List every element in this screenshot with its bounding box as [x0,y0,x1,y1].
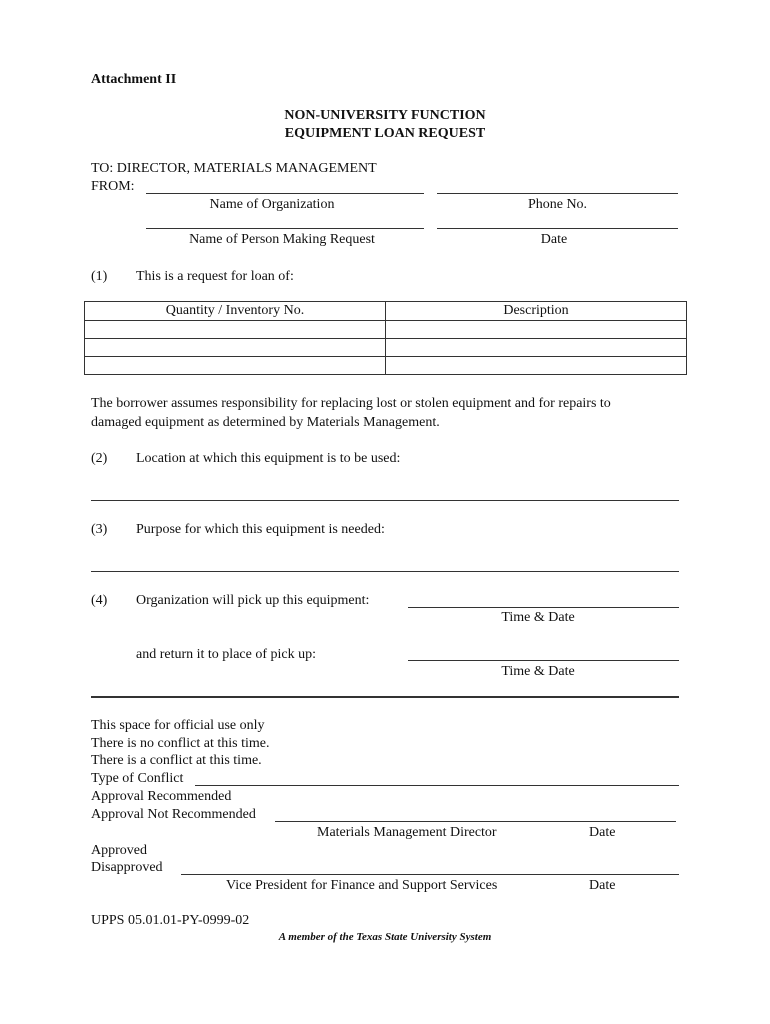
approved-label: Approved [91,843,147,858]
purpose-field[interactable] [91,571,679,572]
vp-signature-field[interactable] [181,874,679,875]
quantity-cell[interactable] [85,357,386,375]
official-use-heading: This space for official use only [91,718,265,733]
phone-field[interactable] [437,193,678,194]
location-field[interactable] [91,500,679,501]
description-cell[interactable] [386,357,687,375]
conflict-text: There is a conflict at this time. [91,753,262,768]
table-row [85,321,687,339]
table-row [85,339,687,357]
approval-recommended-label: Approval Recommended [91,789,232,804]
request-date-field[interactable] [437,228,678,229]
responsibility-line2: damaged equipment as determined by Materials Management. [91,415,440,430]
form-title-line2: EQUIPMENT LOAN REQUEST [284,126,486,141]
attachment-label: Attachment II [91,72,177,87]
return-text: and return it to place of pick up: [136,647,316,662]
type-of-conflict-label: Type of Conflict [91,771,184,786]
section3-text: Purpose for which this equipment is needed: [136,522,385,537]
section1-number: (1) [91,269,108,284]
section1-text: This is a request for loan of: [136,269,294,284]
quantity-cell[interactable] [85,321,386,339]
return-time-date-field[interactable] [408,660,679,661]
vp-date-label: Date [589,878,616,893]
mm-director-date-label: Date [589,825,616,840]
table-row [85,357,687,375]
request-date-label: Date [540,232,568,247]
form-code: UPPS 05.01.01-PY-0999-02 [91,913,250,928]
to-line: TO: DIRECTOR, MATERIALS MANAGEMENT [91,161,377,176]
section4-number: (4) [91,593,108,608]
form-title-line1: NON-UNIVERSITY FUNCTION [284,108,486,123]
disapproved-label: Disapproved [91,860,163,875]
table-header-row [85,302,687,321]
responsibility-line1: The borrower assumes responsibility for replacing lost or stolen equipment and for repairs to [91,396,611,411]
description-cell[interactable] [386,339,687,357]
person-name-field[interactable] [146,228,424,229]
approval-not-recommended-label: Approval Not Recommended [91,807,256,822]
from-label: FROM: [91,179,135,194]
person-name-label: Name of Person Making Request [189,232,375,247]
system-member-note: A member of the Texas State University System [278,931,492,943]
loan-items-table [84,301,687,375]
quantity-cell[interactable] [85,339,386,357]
type-of-conflict-field[interactable] [195,785,679,786]
return-time-date-label: Time & Date [501,664,575,679]
pickup-time-date-label: Time & Date [501,610,575,625]
organization-field[interactable] [146,193,424,194]
phone-label: Phone No. [527,197,588,212]
vp-label: Vice President for Finance and Support Services [226,878,498,893]
mm-director-signature-field[interactable] [275,821,676,822]
section-divider [91,696,679,698]
section2-text: Location at which this equipment is to be used: [136,451,401,466]
quantity-header: Quantity / Inventory No. [85,302,386,321]
mm-director-label: Materials Management Director [317,825,497,840]
description-cell[interactable] [386,321,687,339]
section2-number: (2) [91,451,108,466]
no-conflict-text: There is no conflict at this time. [91,736,270,751]
pickup-time-date-field[interactable] [408,607,679,608]
pickup-text: Organization will pick up this equipment: [136,593,370,608]
description-header: Description [386,302,687,321]
section3-number: (3) [91,522,108,537]
organization-label: Name of Organization [209,197,335,212]
